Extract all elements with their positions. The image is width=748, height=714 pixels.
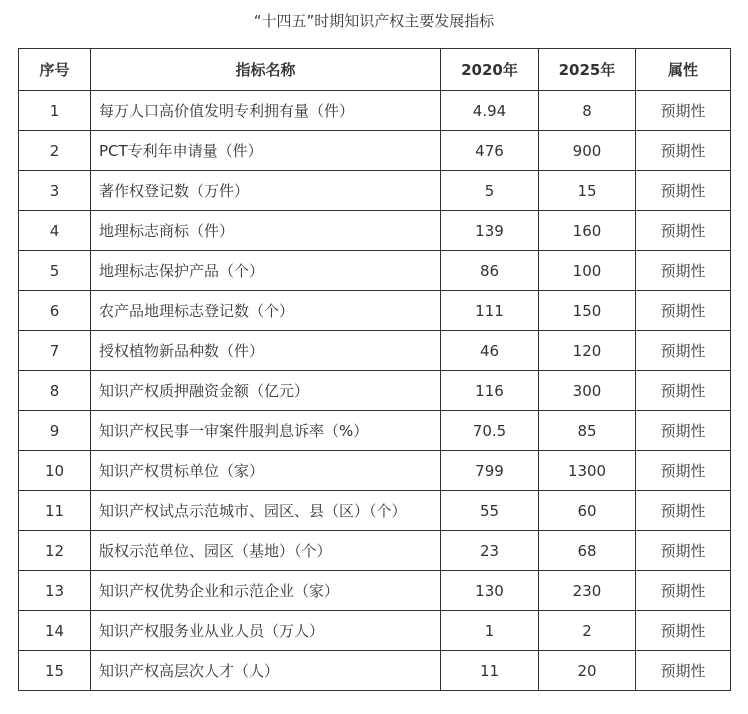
row-index-cell: 1: [19, 91, 91, 131]
table-row: [19, 491, 731, 531]
table-row: [19, 91, 731, 131]
row-2025-value-cell: 1300: [539, 451, 636, 491]
table-row: [19, 411, 731, 451]
row-attribute-cell: 预期性: [636, 411, 731, 451]
row-2020-value-cell: 139: [441, 211, 539, 251]
row-indicator-name-cell: 知识产权质押融资金额（亿元）: [91, 371, 441, 411]
row-indicator-name-cell: 地理标志保护产品（个）: [91, 251, 441, 291]
row-indicator-name-cell: 知识产权高层次人才（人）: [91, 651, 441, 691]
row-index-cell: 5: [19, 251, 91, 291]
header-2020: 2020年: [441, 49, 539, 91]
row-2020-value-cell: 23: [441, 531, 539, 571]
row-2020-value-cell: 476: [441, 131, 539, 171]
row-index-cell: 13: [19, 571, 91, 611]
row-2020-value-cell: 11: [441, 651, 539, 691]
row-2025-value-cell: 100: [539, 251, 636, 291]
row-index-cell: 11: [19, 491, 91, 531]
row-2025-value-cell: 300: [539, 371, 636, 411]
row-2020-value-cell: 70.5: [441, 411, 539, 451]
row-2020-value-cell: 4.94: [441, 91, 539, 131]
row-2020-value-cell: 130: [441, 571, 539, 611]
row-2025-value-cell: 160: [539, 211, 636, 251]
header-attribute: 属性: [636, 49, 731, 91]
indicators-table: [18, 48, 731, 691]
table-row: [19, 531, 731, 571]
table-row: [19, 331, 731, 371]
row-index-cell: 10: [19, 451, 91, 491]
table-row: [19, 291, 731, 331]
row-2020-value-cell: 116: [441, 371, 539, 411]
row-attribute-cell: 预期性: [636, 131, 731, 171]
row-index-cell: 4: [19, 211, 91, 251]
row-2025-value-cell: 230: [539, 571, 636, 611]
row-2025-value-cell: 20: [539, 651, 636, 691]
row-attribute-cell: 预期性: [636, 171, 731, 211]
table-body: [19, 91, 731, 691]
table-row: [19, 371, 731, 411]
row-2025-value-cell: 2: [539, 611, 636, 651]
row-indicator-name-cell: 授权植物新品种数（件）: [91, 331, 441, 371]
header-index: 序号: [19, 49, 91, 91]
header-2025: 2025年: [539, 49, 636, 91]
row-2025-value-cell: 900: [539, 131, 636, 171]
row-index-cell: 8: [19, 371, 91, 411]
row-indicator-name-cell: 农产品地理标志登记数（个）: [91, 291, 441, 331]
row-attribute-cell: 预期性: [636, 571, 731, 611]
row-attribute-cell: 预期性: [636, 531, 731, 571]
row-2020-value-cell: 55: [441, 491, 539, 531]
row-indicator-name-cell: 地理标志商标（件）: [91, 211, 441, 251]
row-attribute-cell: 预期性: [636, 211, 731, 251]
row-attribute-cell: 预期性: [636, 91, 731, 131]
row-index-cell: 9: [19, 411, 91, 451]
row-indicator-name-cell: 著作权登记数（万件）: [91, 171, 441, 211]
row-2020-value-cell: 799: [441, 451, 539, 491]
row-indicator-name-cell: PCT专利年申请量（件）: [91, 131, 441, 171]
row-index-cell: 12: [19, 531, 91, 571]
table-row: [19, 451, 731, 491]
row-indicator-name-cell: 版权示范单位、园区（基地）（个）: [91, 531, 441, 571]
row-2020-value-cell: 1: [441, 611, 539, 651]
row-attribute-cell: 预期性: [636, 371, 731, 411]
row-2025-value-cell: 68: [539, 531, 636, 571]
row-attribute-cell: 预期性: [636, 331, 731, 371]
row-2025-value-cell: 85: [539, 411, 636, 451]
row-indicator-name-cell: 每万人口高价值发明专利拥有量（件）: [91, 91, 441, 131]
table-row: [19, 211, 731, 251]
row-indicator-name-cell: 知识产权贯标单位（家）: [91, 451, 441, 491]
row-index-cell: 2: [19, 131, 91, 171]
row-index-cell: 6: [19, 291, 91, 331]
row-index-cell: 3: [19, 171, 91, 211]
row-indicator-name-cell: 知识产权试点示范城市、园区、县（区）（个）: [91, 491, 441, 531]
table-row: [19, 251, 731, 291]
table-title: “十四五”时期知识产权主要发展指标: [253, 12, 495, 30]
row-2020-value-cell: 46: [441, 331, 539, 371]
table-row: [19, 611, 731, 651]
row-attribute-cell: 预期性: [636, 651, 731, 691]
header-row: [19, 49, 731, 91]
row-2025-value-cell: 120: [539, 331, 636, 371]
row-indicator-name-cell: 知识产权优势企业和示范企业（家）: [91, 571, 441, 611]
table-row: [19, 571, 731, 611]
row-attribute-cell: 预期性: [636, 251, 731, 291]
row-index-cell: 7: [19, 331, 91, 371]
table-row: [19, 171, 731, 211]
header-indicator-name: 指标名称: [91, 49, 441, 91]
row-indicator-name-cell: 知识产权民事一审案件服判息诉率（%）: [91, 411, 441, 451]
row-index-cell: 15: [19, 651, 91, 691]
table-row: [19, 651, 731, 691]
row-2020-value-cell: 111: [441, 291, 539, 331]
row-2025-value-cell: 60: [539, 491, 636, 531]
table-row: [19, 131, 731, 171]
row-2020-value-cell: 5: [441, 171, 539, 211]
row-attribute-cell: 预期性: [636, 451, 731, 491]
row-attribute-cell: 预期性: [636, 611, 731, 651]
row-2025-value-cell: 15: [539, 171, 636, 211]
row-2025-value-cell: 150: [539, 291, 636, 331]
row-2020-value-cell: 86: [441, 251, 539, 291]
row-attribute-cell: 预期性: [636, 291, 731, 331]
row-attribute-cell: 预期性: [636, 491, 731, 531]
row-index-cell: 14: [19, 611, 91, 651]
row-indicator-name-cell: 知识产权服务业从业人员（万人）: [91, 611, 441, 651]
row-2025-value-cell: 8: [539, 91, 636, 131]
